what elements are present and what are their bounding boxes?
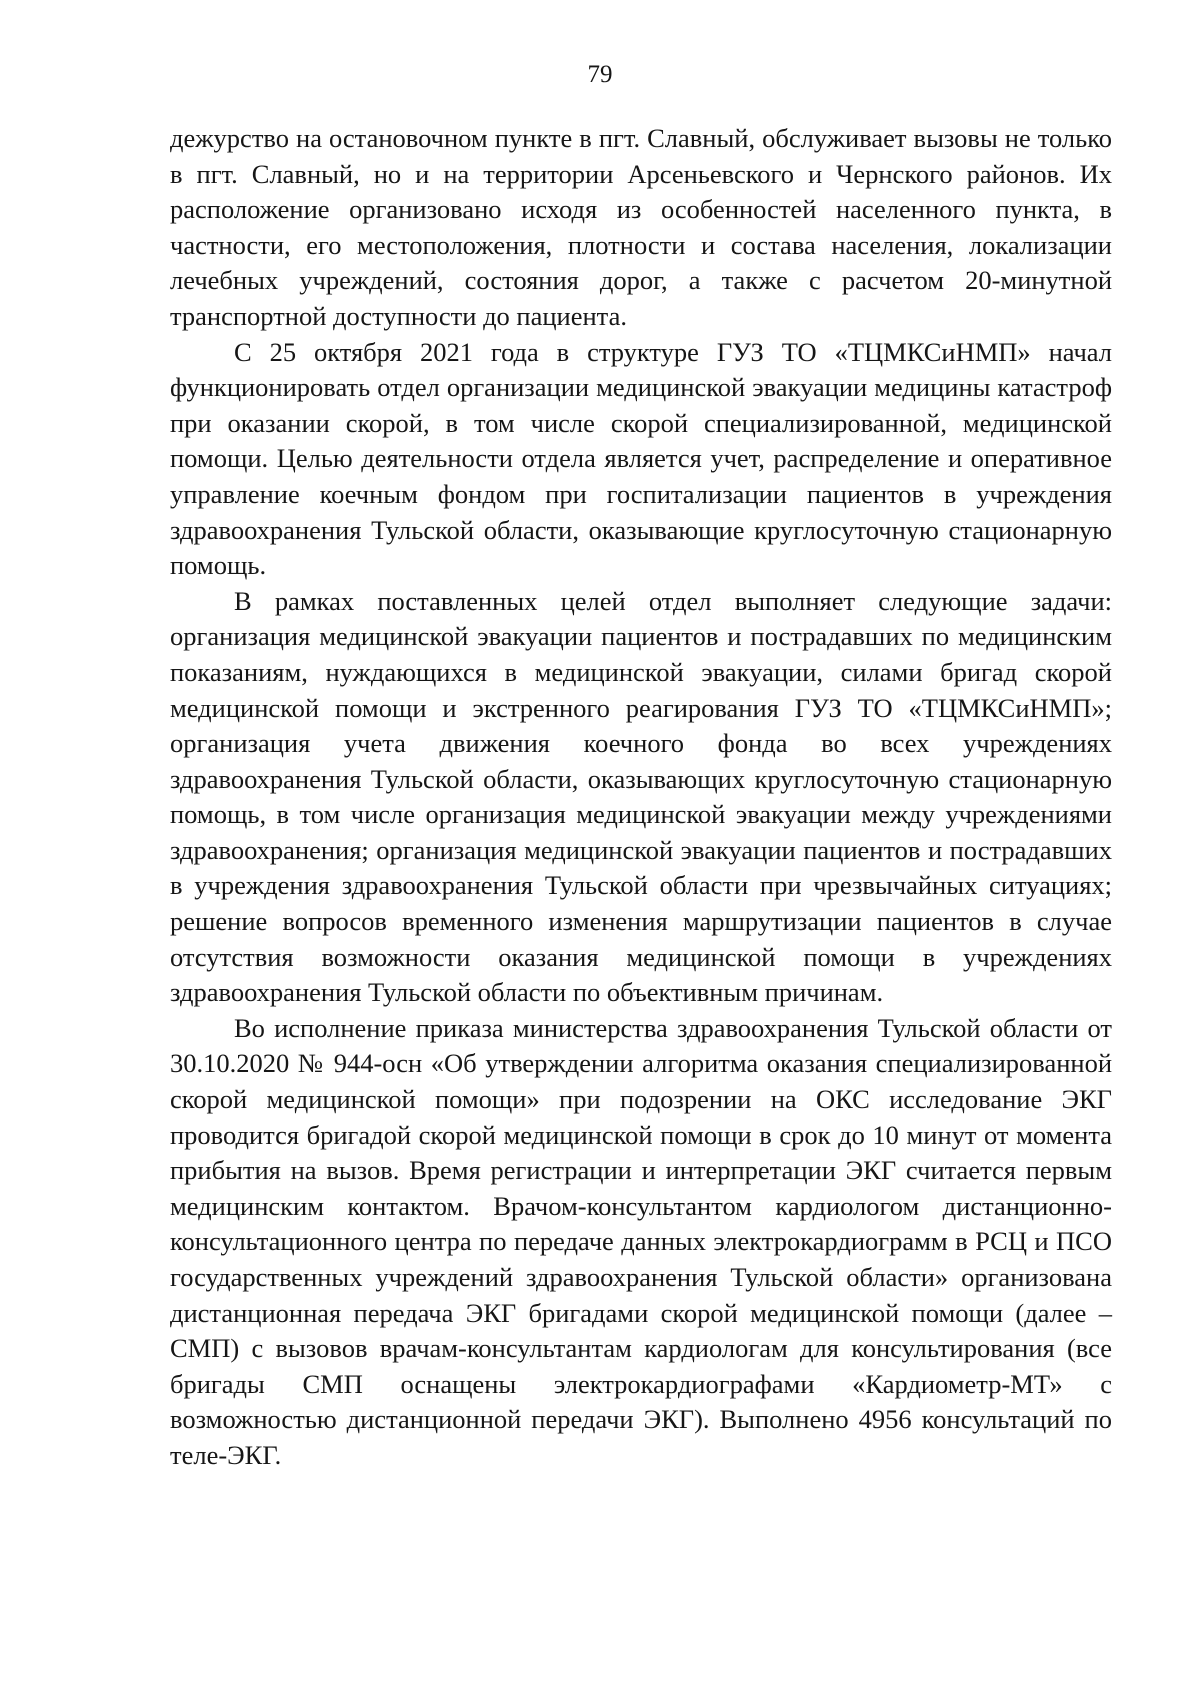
- paragraph-evacuation-department: С 25 октября 2021 года в структуре ГУЗ ТО «ТЦМКСиНМП» начал функционировать отдел организации медицинской эвакуации медицины катастроф при оказании скорой, в том числе скорой специализированной, медицинской помощи. Целью деятельности отдела является учет, распределение и оперативное управление коечным фондом при госпитализации пациентов в учреждения здравоохранения Тульской области, оказывающие круглосуточную стационарную помощь.: [170, 336, 1112, 581]
- document-body: [170, 121, 1112, 1474]
- paragraph-continued: дежурство на остановочном пункте в пгт. Славный, обслуживает вызовы не только в пгт. Славный, но и на территории Арсеньевского и Чернского районов. Их расположение организовано исходя из особенностей населенного пункта, в частности, его местоположения, плотности и состава населения, локализации лечебных учреждений, состояния дорог, а также с расчетом 20-минутной транспортной доступности до пациента.: [170, 123, 1112, 331]
- paragraph-department-tasks: В рамках поставленных целей отдел выполняет следующие задачи: организация медицинской эвакуации пациентов и пострадавших по медицинским показаниям, нуждающихся в медицинской эвакуации, силами бригад скорой медицинской помощи и экстренного реагирования ГУЗ ТО «ТЦМКСиНМП»; организация учета движения коечного фонда во всех учреждениях здравоохранения Тульской области, оказывающих круглосуточную стационарную помощь, в том числе организация медицинской эвакуации между учреждениями здравоохранения; организация медицинской эвакуации пациентов и пострадавших в учреждения здравоохранения Тульской области при чрезвычайных ситуациях; решение вопросов временного изменения маршрутизации пациентов в случае отсутствия возможности оказания медицинской помощи в учреждениях здравоохранения Тульской области по объективным причинам.: [170, 585, 1112, 1008]
- page-number: 79: [587, 61, 613, 88]
- paragraph-ecg-order: Во исполнение приказа министерства здравоохранения Тульской области от 30.10.2020 № 944-осн «Об утверждении алгоритма оказания специализированной скорой медицинской помощи» при подозрении на ОКС исследование ЭКГ проводится бригадой скорой медицинской помощи в срок до 10 минут от момента прибытия на вызов. Время регистрации и интерпретации ЭКГ считается первым медицинским контактом. Врачом-консультантом кардиологом дистанционно-консультационного центра по передаче данных электрокардиограмм в РСЦ и ПСО государственных учреждений здравоохранения Тульской области» организована дистанционная передача ЭКГ бригадами скорой медицинской помощи (далее – СМП) с вызовов врачам-консультантам кардиологам для консультирования (все бригады СМП оснащены электрокардиографами «Кардиометр-МТ» с возможностью дистанционной передачи ЭКГ). Выполнено 4956 консультаций по теле-ЭКГ.: [170, 1012, 1112, 1470]
